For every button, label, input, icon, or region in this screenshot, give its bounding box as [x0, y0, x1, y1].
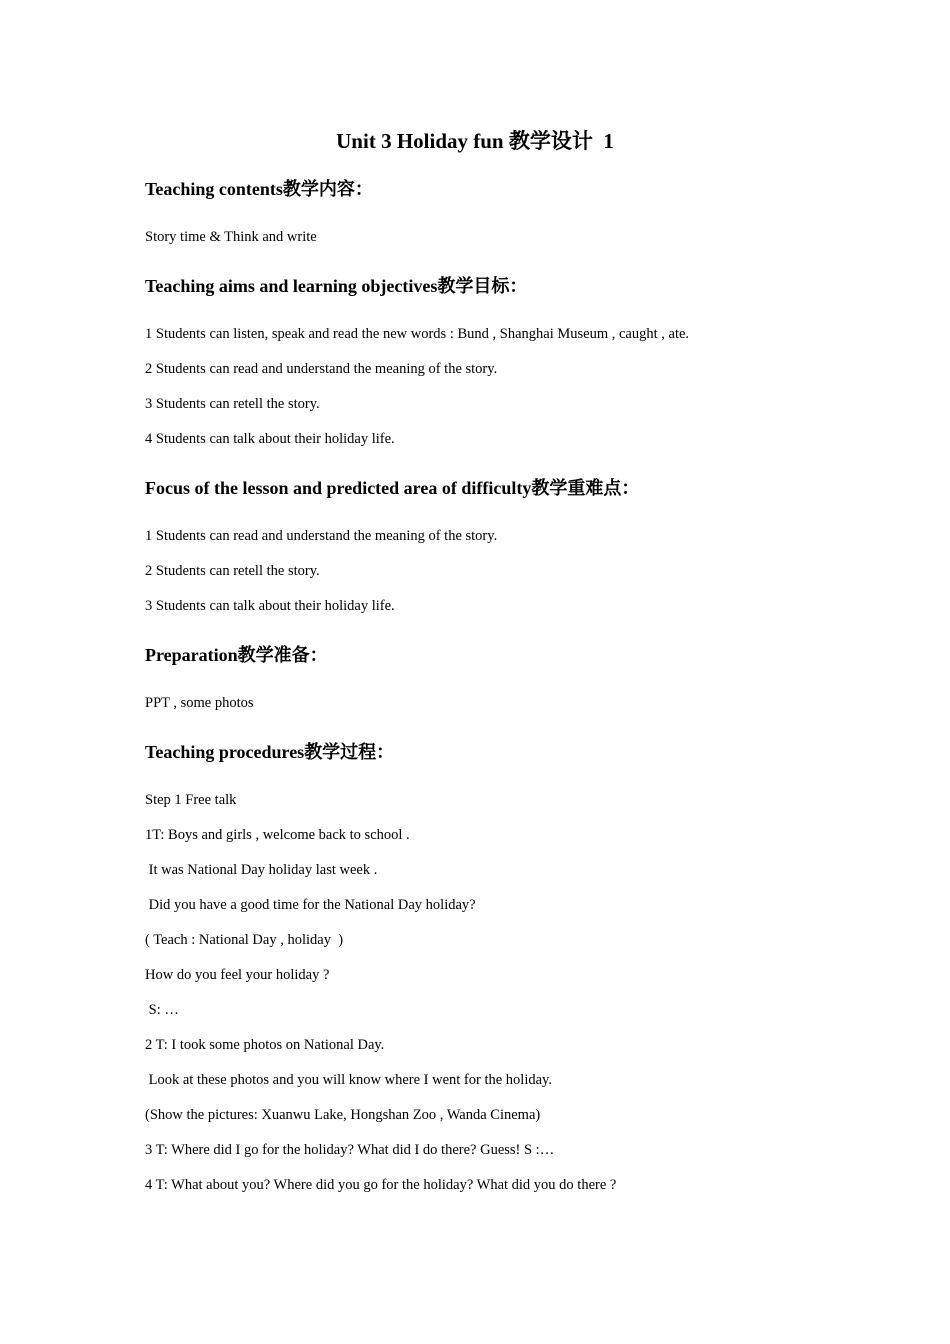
paragraph: Did you have a good time for the National Day holiday? — [145, 897, 476, 913]
paragraph: 4 T: What about you? Where did you go for the holiday? What did you do there ? — [145, 1177, 617, 1193]
paragraph: 2 T: I took some photos on National Day. — [145, 1037, 385, 1053]
section-heading: Teaching aims and learning objectives教学目标： — [145, 276, 528, 296]
paragraph: (Show the pictures: Xuanwu Lake, Hongshan Zoo , Wanda Cinema) — [145, 1107, 541, 1123]
paragraph: Story time & Think and write — [145, 229, 317, 245]
section-focus-of-lesson — [145, 475, 805, 624]
paragraph: 3 Students can retell the story. — [145, 396, 320, 412]
paragraph: 1 Students can listen, speak and read the new words : Bund , Shanghai Museum , caught , ate. — [145, 326, 690, 342]
paragraph: Look at these photos and you will know where I went for the holiday. — [145, 1072, 552, 1088]
paragraph: 3 T: Where did I go for the holiday? What did I do there? Guess! S :… — [145, 1142, 555, 1158]
paragraph: ( Teach : National Day , holiday ) — [145, 932, 344, 948]
paragraph: 2 Students can retell the story. — [145, 563, 320, 579]
paragraph: 1T: Boys and girls , welcome back to school . — [145, 827, 410, 843]
paragraph: S: … — [145, 1002, 179, 1018]
paragraph: 3 Students can talk about their holiday life. — [145, 598, 395, 614]
paragraph: 4 Students can talk about their holiday life. — [145, 431, 395, 447]
section-heading: Preparation教学准备： — [145, 645, 328, 665]
section-heading: Focus of the lesson and predicted area of difficulty教学重难点： — [145, 478, 640, 498]
section-heading: Teaching contents教学内容： — [145, 179, 373, 199]
paragraph: 1 Students can read and understand the meaning of the story. — [145, 528, 498, 544]
paragraph: 2 Students can read and understand the meaning of the story. — [145, 361, 498, 377]
section-teaching-procedures — [145, 739, 805, 1203]
section-heading: Teaching procedures教学过程： — [145, 742, 395, 762]
section-preparation — [145, 642, 805, 721]
document-title: Unit 3 Holiday fun 教学设计 1 — [336, 129, 614, 153]
section-teaching-aims — [145, 273, 805, 457]
paragraph: It was National Day holiday last week . — [145, 862, 378, 878]
paragraph: PPT , some photos — [145, 695, 254, 711]
paragraph: How do you feel your holiday ? — [145, 967, 330, 983]
section-teaching-contents — [145, 176, 805, 255]
paragraph: Step 1 Free talk — [145, 792, 237, 808]
